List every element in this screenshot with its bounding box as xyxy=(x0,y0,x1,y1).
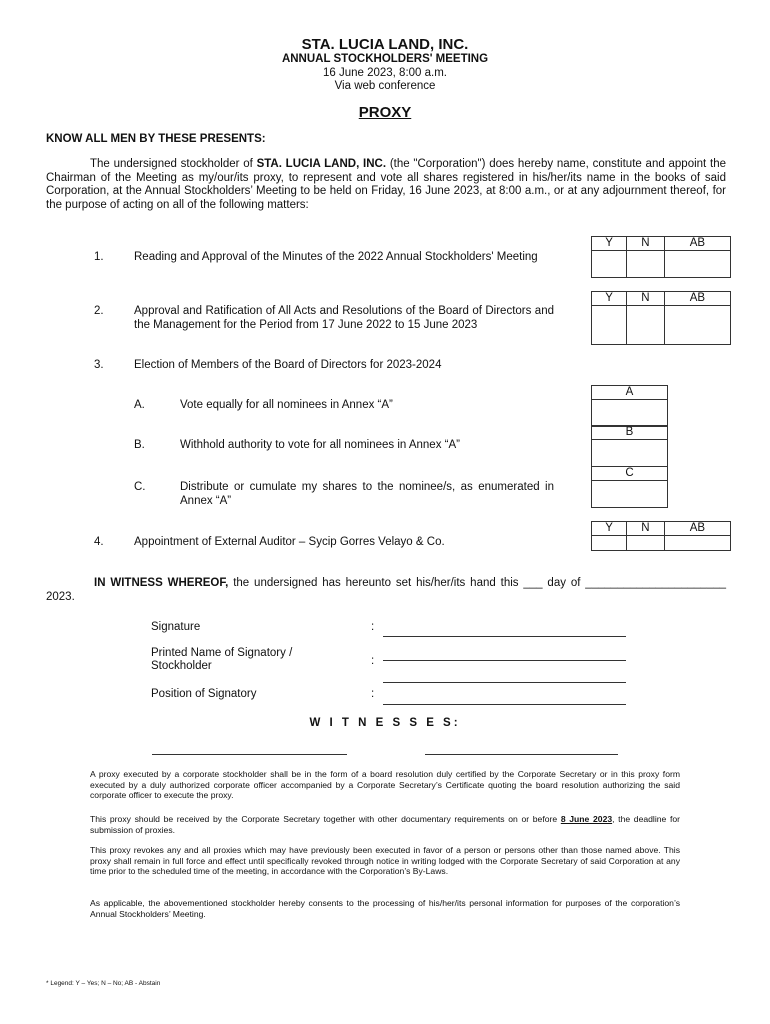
option-b-label: B xyxy=(592,426,667,440)
item-1-vote-table xyxy=(591,236,731,278)
meeting-title: ANNUAL STOCKHOLDERS' MEETING xyxy=(281,53,489,65)
signature-line[interactable] xyxy=(383,636,626,637)
witness-bold: IN WITNESS WHEREOF, xyxy=(94,577,229,589)
witness-2-line[interactable] xyxy=(425,754,618,755)
item-1-number: 1. xyxy=(94,251,104,263)
item-2-text: Approval and Ratification of All Acts and Resolutions of the Board of Directors and the Management for the Period from 17 June 2022 to 15 June 2023 xyxy=(134,305,554,331)
vote-header-n: N xyxy=(627,292,665,306)
printed-name-colon: : xyxy=(371,655,375,667)
item-2-vote-y-box[interactable] xyxy=(592,306,627,345)
intro-part-2: (the "Corporation") does hereby name, constitute and appoint the Chairman of the Meeting as my/our/its proxy, to represent and vote all shares registered in his/her/its name in the books of said Corporation, at the Annual Stockholders’ Meeting to be held on Friday, 16 June 2023, at 8:00 a.m., or at any adjournment thereof, for the purpose of acting on all of the following matters: xyxy=(46,158,726,211)
stockholder-line[interactable] xyxy=(383,682,626,683)
note-consent: As applicable, the abovementioned stockholder hereby consents to the processing of his/her/its personal information for purposes of the corporation’s Annual Stockholders’ Meeting. xyxy=(90,898,680,919)
item-1-text: Reading and Approval of the Minutes of the 2022 Annual Stockholders' Meeting xyxy=(134,251,538,263)
document-title: PROXY xyxy=(358,104,412,121)
printed-name-line[interactable] xyxy=(383,660,626,661)
option-a-label: A xyxy=(592,386,667,400)
witness-rest: the undersigned has hereunto set his/her/its hand this ___ day of ______________________ 2023. xyxy=(46,577,727,603)
position-colon: : xyxy=(371,688,375,700)
option-c-label: C xyxy=(592,467,667,481)
note-deadline-b: , the deadline for submission of proxies. xyxy=(90,814,680,835)
item-4-vote-y-box[interactable] xyxy=(592,536,627,551)
company-name: STA. LUCIA LAND, INC. xyxy=(301,36,469,53)
option-a-box[interactable] xyxy=(591,385,668,427)
intro-paragraph xyxy=(46,158,726,212)
vote-header-n: N xyxy=(627,237,665,251)
item-1-vote-y-box[interactable] xyxy=(592,251,627,278)
meeting-datetime: 16 June 2023, 8:00 a.m. xyxy=(322,67,448,79)
item-3a-letter: A. xyxy=(134,399,145,411)
item-4-vote-n-box[interactable] xyxy=(627,536,665,551)
vote-header-y: Y xyxy=(592,237,627,251)
note-deadline-date: 8 June 2023 xyxy=(560,814,613,824)
vote-header-y: Y xyxy=(592,292,627,306)
item-3c-text: Distribute or cumulate my shares to the nominee/s, as enumerated in Annex “A” xyxy=(180,481,554,507)
vote-header-y: Y xyxy=(592,522,627,536)
item-1-vote-n-box[interactable] xyxy=(627,251,665,278)
item-2-vote-table xyxy=(591,291,731,345)
item-4-vote-ab-box[interactable] xyxy=(664,536,730,551)
note-deadline xyxy=(90,814,680,835)
option-b-box[interactable] xyxy=(591,425,668,467)
note-corporate-proxy: A proxy executed by a corporate stockholder shall be in the form of a board resolution duly certified by the Corporate Secretary or in this proxy form executed by a duly authorized corporate officer accompanied by a Corporate Secretary’s Certificate quoting the board resolution authorizing the said corporate officer to execute the proxy. xyxy=(90,769,680,801)
position-line[interactable] xyxy=(383,704,626,705)
position-label: Position of Signatory xyxy=(151,688,257,700)
printed-name-label-1: Printed Name of Signatory / xyxy=(151,647,293,659)
witness-clause xyxy=(46,577,726,604)
item-3c-letter: C. xyxy=(134,481,146,493)
vote-header-ab: AB xyxy=(664,522,730,536)
item-2-vote-ab-box[interactable] xyxy=(664,306,730,345)
item-3-text: Election of Members of the Board of Directors for 2023-2024 xyxy=(134,359,442,371)
note-deadline-a: This proxy should be received by the Corporate Secretary together with other documentary requirements on or before xyxy=(90,814,558,824)
intro-part-1: The undersigned stockholder of xyxy=(90,158,253,170)
intro-company-bold: STA. LUCIA LAND, INC. xyxy=(256,158,387,170)
item-2-number: 2. xyxy=(94,305,104,317)
note-revocation: This proxy revokes any and all proxies which may have previously been executed in favor of a person or persons other than those named above. This proxy shall remain in full force and effect until specifically revoked through notice in writing lodged with the Corporate Secretary of said Corporation at any time prior to the scheduled time of the meeting, in accordance with the Corporation’s By-Laws. xyxy=(90,845,680,877)
item-4-number: 4. xyxy=(94,536,104,548)
item-3-number: 3. xyxy=(94,359,104,371)
signature-colon: : xyxy=(371,621,375,633)
vote-header-n: N xyxy=(627,522,665,536)
signature-label: Signature xyxy=(151,621,201,633)
option-c-box[interactable] xyxy=(591,466,668,508)
item-1-vote-ab-box[interactable] xyxy=(664,251,730,278)
item-3b-text: Withhold authority to vote for all nominees in Annex “A” xyxy=(180,439,460,451)
legend: * Legend: Y – Yes; N – No; AB - Abstain xyxy=(46,980,161,987)
item-4-text: Appointment of External Auditor – Sycip Gorres Velayo & Co. xyxy=(134,536,445,548)
item-3a-text: Vote equally for all nominees in Annex “A” xyxy=(180,399,393,411)
item-3b-letter: B. xyxy=(134,439,145,451)
item-4-vote-table xyxy=(591,521,731,551)
witness-1-line[interactable] xyxy=(152,754,347,755)
know-all-heading: KNOW ALL MEN BY THESE PRESENTS: xyxy=(46,133,266,145)
item-2-vote-n-box[interactable] xyxy=(627,306,665,345)
meeting-venue: Via web conference xyxy=(334,80,436,92)
vote-header-ab: AB xyxy=(664,237,730,251)
witnesses-heading: W I T N E S S E S: xyxy=(309,717,461,729)
printed-name-label-2: Stockholder xyxy=(151,660,212,672)
vote-header-ab: AB xyxy=(664,292,730,306)
